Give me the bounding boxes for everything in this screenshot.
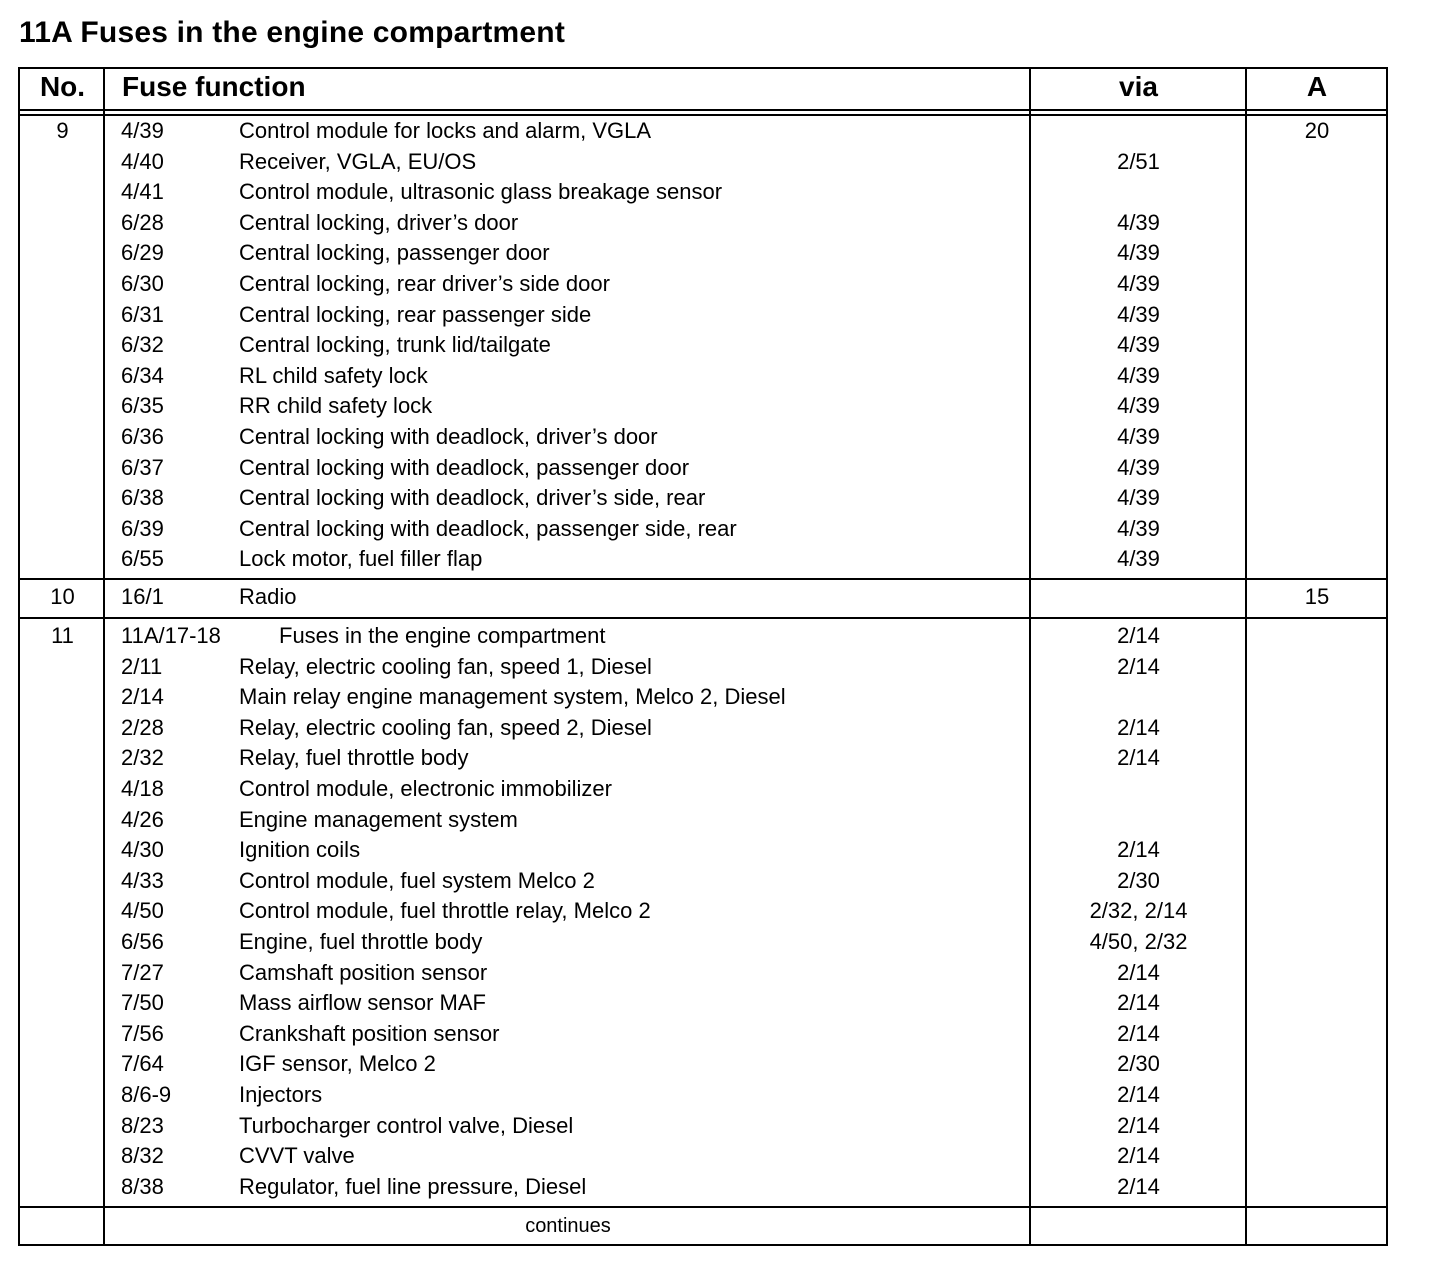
table-row [20, 238, 1386, 269]
component-code: 4/50 [121, 898, 164, 924]
via-reference: 4/39 [1117, 362, 1160, 388]
component-description: Relay, fuel throttle body [239, 745, 469, 771]
via-reference: 2/14 [1117, 714, 1160, 740]
component-code: 8/6-9 [121, 1082, 172, 1107]
via-reference: 2/14 [1117, 1112, 1160, 1138]
table-row [20, 835, 1386, 866]
via-reference: 2/14 [1117, 745, 1160, 771]
component-code: 4/26 [121, 806, 164, 832]
component-code: 11A/17-18 [121, 623, 221, 648]
table-row [20, 361, 1386, 392]
component-description: IGF sensor, Melco 2 [239, 1051, 436, 1077]
group-divider [20, 1206, 1386, 1208]
component-description: Engine, fuel throttle body [239, 929, 483, 954]
component-description: Injectors [239, 1082, 323, 1107]
component-description: Control module, ultrasonic glass breakage sensor [239, 179, 723, 205]
continues-note: continues [525, 1215, 611, 1237]
component-code: 4/33 [121, 867, 164, 893]
group-divider [20, 617, 1386, 619]
via-reference: 2/14 [1117, 837, 1160, 863]
table-row [20, 1141, 1386, 1172]
component-description: Engine management system [239, 806, 518, 832]
table-row [20, 483, 1386, 514]
component-description: Camshaft position sensor [239, 959, 488, 985]
component-code: 6/38 [121, 485, 164, 511]
component-code: 7/27 [121, 959, 164, 985]
via-reference: 2/51 [1117, 148, 1160, 174]
component-description: Central locking with deadlock, passenger side, rear [239, 515, 737, 541]
table-row [20, 330, 1386, 361]
component-code: 2/11 [121, 653, 163, 679]
table-row [20, 391, 1386, 422]
component-description: Radio [239, 584, 297, 609]
component-code: 6/56 [121, 929, 164, 954]
group-divider [20, 578, 1386, 580]
table-row [20, 147, 1386, 178]
fuse-table [18, 67, 1388, 1246]
table-row [20, 1172, 1386, 1203]
component-description: Central locking, passenger door [239, 240, 550, 266]
table-row [20, 300, 1386, 331]
component-code: 6/28 [121, 209, 164, 235]
via-reference: 2/14 [1117, 959, 1160, 985]
via-reference: 4/39 [1117, 271, 1160, 296]
component-description: Central locking, trunk lid/tailgate [239, 332, 551, 358]
table-row [20, 453, 1386, 484]
table-row [20, 621, 1386, 652]
via-reference: 4/50, 2/32 [1089, 929, 1188, 954]
table-row [20, 713, 1386, 744]
table-row [20, 866, 1386, 897]
via-reference: 2/14 [1117, 623, 1160, 648]
table-row [20, 1080, 1386, 1111]
component-code: 8/38 [121, 1173, 164, 1199]
component-code: 4/39 [121, 118, 164, 143]
component-code: 2/14 [121, 684, 164, 710]
table-row [20, 805, 1386, 836]
component-code: 8/23 [121, 1112, 164, 1138]
component-code: 6/32 [121, 332, 164, 358]
component-description: Control module, electronic immobilizer [239, 776, 612, 801]
via-reference: 2/14 [1117, 1173, 1160, 1199]
component-description: Lock motor, fuel filler flap [239, 546, 483, 572]
component-code: 6/55 [121, 546, 164, 572]
table-row [20, 652, 1386, 683]
via-reference: 4/39 [1117, 424, 1160, 449]
table-row [20, 582, 1386, 613]
table-row [20, 1019, 1386, 1050]
via-reference: 4/39 [1117, 393, 1160, 419]
component-description: Central locking with deadlock, driver’s side, rear [239, 485, 706, 511]
fuse-amperage: 20 [1304, 118, 1330, 143]
header-fuse-function: Fuse function [122, 71, 306, 102]
header-via: via [1119, 71, 1158, 102]
component-code: 6/29 [121, 240, 164, 266]
component-code: 4/18 [121, 776, 164, 801]
component-code: 6/34 [121, 362, 164, 388]
component-code: 4/41 [121, 179, 164, 205]
via-reference: 2/30 [1117, 867, 1160, 893]
table-row [20, 743, 1386, 774]
component-description: Central locking with deadlock, driver’s door [239, 424, 658, 449]
table-row [20, 208, 1386, 239]
component-description: RR child safety lock [239, 393, 433, 419]
component-code: 7/64 [121, 1051, 164, 1077]
component-description: Control module, fuel throttle relay, Melco 2 [239, 898, 651, 924]
component-description: CVVT valve [239, 1143, 355, 1169]
component-description: Crankshaft position sensor [239, 1020, 500, 1046]
table-row [20, 269, 1386, 300]
header-amp: A [1306, 71, 1328, 102]
table-row [20, 514, 1386, 545]
header-no: No. [39, 71, 86, 102]
via-reference: 2/32, 2/14 [1089, 898, 1188, 924]
component-description: Control module for locks and alarm, VGLA [239, 118, 652, 143]
component-code: 2/32 [121, 745, 164, 771]
component-code: 6/39 [121, 515, 164, 541]
component-code: 6/36 [121, 424, 164, 449]
fuse-number: 11 [51, 623, 74, 648]
component-code: 6/31 [121, 301, 164, 327]
table-row [20, 682, 1386, 713]
via-reference: 2/14 [1117, 653, 1160, 679]
component-description: Fuses in the engine compartment [279, 623, 606, 648]
via-reference: 4/39 [1117, 515, 1160, 541]
component-description: Central locking, rear passenger side [239, 301, 592, 327]
component-description: Regulator, fuel line pressure, Diesel [239, 1173, 587, 1199]
table-row [20, 116, 1386, 147]
table-row [20, 896, 1386, 927]
table-row [20, 1049, 1386, 1080]
via-reference: 4/39 [1117, 240, 1160, 266]
component-code: 4/30 [121, 837, 164, 863]
via-reference: 4/39 [1117, 546, 1160, 572]
component-code: 4/40 [121, 148, 164, 174]
via-reference: 4/39 [1117, 301, 1160, 327]
component-code: 2/28 [121, 714, 164, 740]
component-code: 7/50 [121, 990, 164, 1016]
component-description: Central locking, driver’s door [239, 209, 519, 235]
fuse-number: 9 [56, 118, 69, 143]
fuse-amperage: 15 [1304, 584, 1330, 609]
component-code: 6/37 [121, 454, 164, 480]
via-reference: 4/39 [1117, 485, 1160, 511]
table-row [20, 422, 1386, 453]
component-description: Central locking with deadlock, passenger door [239, 454, 690, 480]
via-reference: 2/14 [1117, 1143, 1160, 1169]
table-row [20, 177, 1386, 208]
component-code: 6/30 [121, 271, 164, 296]
fuse-number: 10 [50, 584, 75, 609]
component-description: Relay, electric cooling fan, speed 2, Diesel [239, 714, 652, 740]
component-code: 16/1 [121, 584, 164, 609]
component-code: 8/32 [121, 1143, 164, 1169]
header-rule [20, 109, 1386, 111]
table-row [20, 958, 1386, 989]
component-code: 7/56 [121, 1020, 164, 1046]
via-reference: 2/30 [1117, 1051, 1160, 1077]
via-reference: 4/39 [1117, 209, 1160, 235]
table-row [20, 544, 1386, 575]
page-title: 11A Fuses in the engine compartment [19, 16, 566, 49]
component-description: Central locking, rear driver’s side door [239, 271, 610, 296]
table-row [20, 774, 1386, 805]
component-description: Ignition coils [239, 837, 361, 863]
component-code: 6/35 [121, 393, 164, 419]
via-reference: 2/14 [1117, 1020, 1160, 1046]
component-description: Receiver, VGLA, EU/OS [239, 148, 477, 174]
component-description: Control module, fuel system Melco 2 [239, 867, 595, 893]
component-description: Main relay engine management system, Melco 2, Diesel [239, 684, 786, 710]
component-description: Relay, electric cooling fan, speed 1, Diesel [239, 653, 652, 679]
component-description: RL child safety lock [239, 362, 428, 388]
table-row [20, 1111, 1386, 1142]
table-row [20, 988, 1386, 1019]
component-description: Turbocharger control valve, Diesel [239, 1112, 574, 1138]
via-reference: 4/39 [1117, 454, 1160, 480]
via-reference: 4/39 [1117, 332, 1160, 358]
component-description: Mass airflow sensor MAF [239, 990, 486, 1016]
table-row [20, 927, 1386, 958]
via-reference: 2/14 [1117, 990, 1160, 1016]
via-reference: 2/14 [1117, 1082, 1160, 1107]
